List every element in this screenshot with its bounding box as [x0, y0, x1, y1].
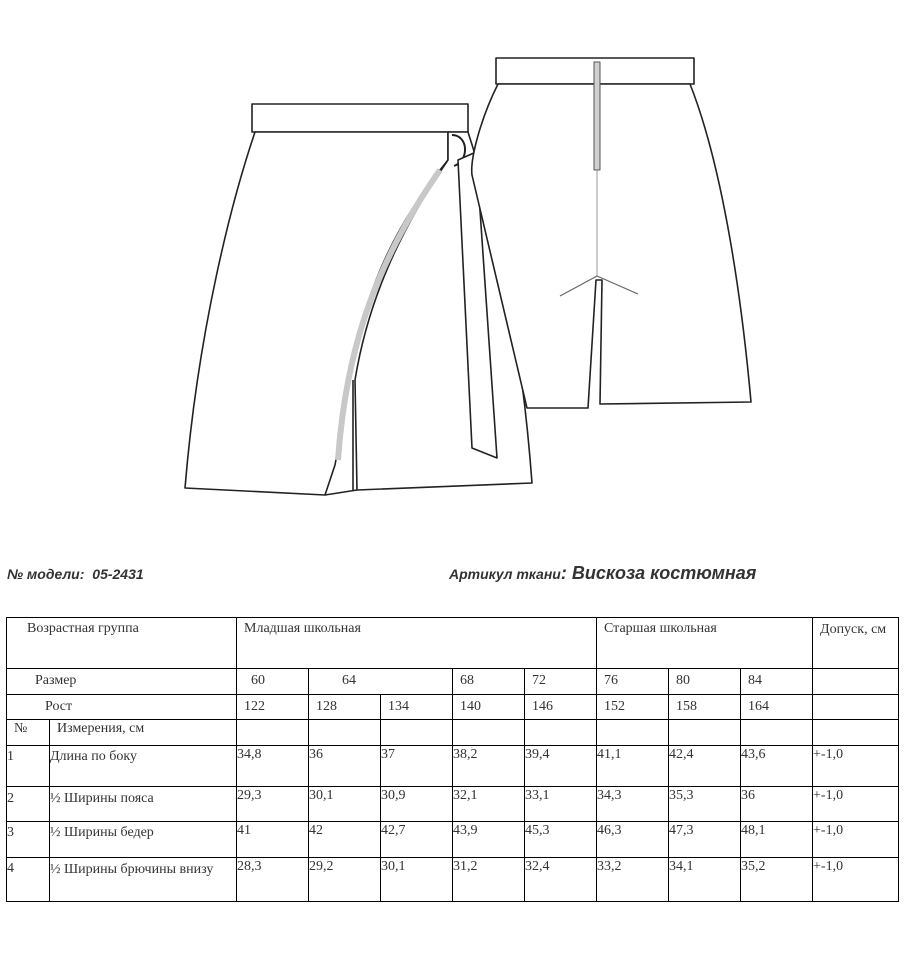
height-row [7, 695, 899, 720]
height-label: Рост [7, 695, 237, 720]
value-cell: 33,2 [597, 858, 669, 902]
value-cell: 30,9 [381, 787, 453, 822]
value-cell: 31,2 [453, 858, 525, 902]
height-cell: 128 [309, 695, 381, 720]
group-senior: Старшая школьная [597, 618, 813, 669]
size-cell: 72 [525, 669, 597, 695]
front-waistband [252, 104, 468, 132]
tolerance-cell: +-1,0 [813, 822, 899, 858]
value-cell: 29,2 [309, 858, 381, 902]
measurement-name: Длина по боку [50, 746, 237, 787]
tolerance-cell: +-1,0 [813, 858, 899, 902]
value-cell: 41 [237, 822, 309, 858]
value-cell: 43,9 [453, 822, 525, 858]
fabric-line [449, 563, 756, 584]
group-junior: Младшая школьная [237, 618, 597, 669]
height-cell: 122 [237, 695, 309, 720]
height-cell: 146 [525, 695, 597, 720]
value-cell: 47,3 [669, 822, 741, 858]
measurement-name: ½ Ширины брючины внизу [50, 858, 237, 902]
value-cell: 36 [309, 746, 381, 787]
value-cell: 38,2 [453, 746, 525, 787]
value-cell: 37 [381, 746, 453, 787]
value-cell: 48,1 [741, 822, 813, 858]
height-cell: 140 [453, 695, 525, 720]
size-cell: 76 [597, 669, 669, 695]
tolerance-cell: +-1,0 [813, 746, 899, 787]
size-cell: 68 [453, 669, 525, 695]
measurements-header-row [7, 720, 899, 746]
measurement-name: ½ Ширины пояса [50, 787, 237, 822]
value-cell: 30,1 [381, 858, 453, 902]
table-row [7, 858, 899, 902]
value-cell: 33,1 [525, 787, 597, 822]
value-cell: 43,6 [741, 746, 813, 787]
value-cell: 41,1 [597, 746, 669, 787]
table-row [7, 746, 899, 787]
value-cell: 42,7 [381, 822, 453, 858]
height-cell: 158 [669, 695, 741, 720]
table-row [7, 787, 899, 822]
model-number-line [7, 566, 144, 582]
value-cell: 28,3 [237, 858, 309, 902]
fabric-name: : Вискоза костюмная [560, 563, 757, 583]
row-number: 3 [7, 822, 50, 858]
value-cell: 45,3 [525, 822, 597, 858]
value-cell: 42,4 [669, 746, 741, 787]
model-number: 05-2431 [92, 566, 144, 582]
age-group-label: Возрастная группа [27, 621, 139, 636]
value-cell: 35,2 [741, 858, 813, 902]
size-label: Размер [7, 669, 237, 695]
row-number: 2 [7, 787, 50, 822]
num-label: № [7, 720, 50, 746]
age-group-row [7, 618, 899, 669]
value-cell: 29,3 [237, 787, 309, 822]
size-cell: 60 [237, 669, 309, 695]
height-cell: 164 [741, 695, 813, 720]
back-zipper [594, 62, 600, 170]
tolerance-header: Допуск, см [813, 618, 899, 669]
value-cell: 36 [741, 787, 813, 822]
value-cell: 34,8 [237, 746, 309, 787]
size-row [7, 669, 899, 695]
size-cell: 64 [309, 669, 453, 695]
table-row [7, 822, 899, 858]
value-cell: 32,1 [453, 787, 525, 822]
value-cell: 30,1 [309, 787, 381, 822]
value-cell: 34,3 [597, 787, 669, 822]
value-cell: 32,4 [525, 858, 597, 902]
size-chart-table [6, 617, 899, 902]
fabric-label: Артикул ткани [449, 566, 561, 582]
size-cell: 80 [669, 669, 741, 695]
measurement-name: ½ Ширины бедер [50, 822, 237, 858]
model-label: № модели: [7, 566, 85, 582]
measurements-label: Измерения, см [50, 720, 237, 746]
value-cell: 39,4 [525, 746, 597, 787]
value-cell: 35,3 [669, 787, 741, 822]
row-number: 1 [7, 746, 50, 787]
value-cell: 46,3 [597, 822, 669, 858]
row-number: 4 [7, 858, 50, 902]
value-cell: 42 [309, 822, 381, 858]
value-cell: 34,1 [669, 858, 741, 902]
height-cell: 134 [381, 695, 453, 720]
tolerance-cell: +-1,0 [813, 787, 899, 822]
size-cell: 84 [741, 669, 813, 695]
height-cell: 152 [597, 695, 669, 720]
